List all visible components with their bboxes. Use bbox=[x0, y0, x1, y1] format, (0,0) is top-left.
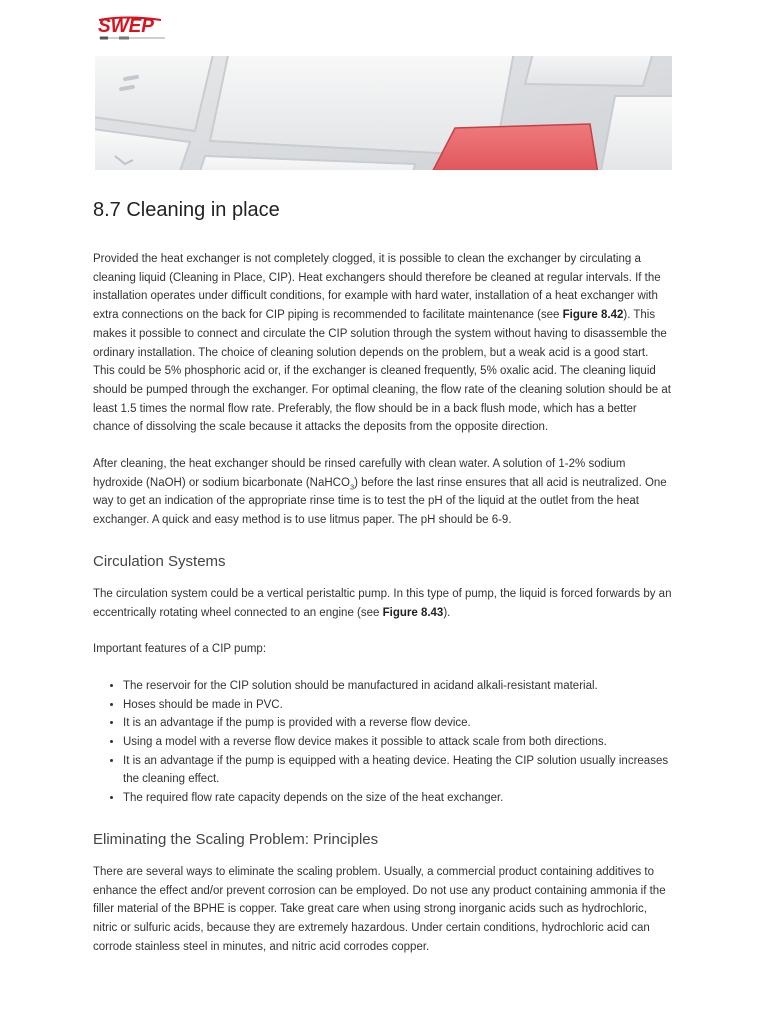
heading-eliminating-scaling: Eliminating the Scaling Problem: Principles bbox=[93, 830, 379, 848]
list-item: • The reservoir for the CIP solution should be manufactured in acidand alkali-resistant material. bbox=[123, 677, 673, 696]
features-intro: Important features of a CIP pump: bbox=[93, 643, 267, 656]
text-span: ). This makes it possible to connect and circulate the CIP solution through the system without having to disassemble the ordinary installation. The choice of cleaning solution depends on the problem, but a weak acid is a good start. This could be 5% phosphoric acid or, if the exchanger is cleaned frequently, 5% oxalic acid. The cleaning liquid should be pumped through the exchanger. For optimal cleaning, the flow rate of the cleaning solution should be at least 1.5 times the normal flow rate. Preferably, the flow should be in a back flush mode, which has a better chance of dissolving the scale because it attacks the deposits from the opposite direction. bbox=[93, 309, 671, 434]
text-span: ) before the last rinse ensures that all acid is neutralized. One way to get an indication of the appropriate rinse time is to test the pH of the liquid at the outlet from the heat exchanger. A quick and easy method is to use litmus paper. The pH should be 6-9. bbox=[93, 476, 667, 527]
paragraph-rinse bbox=[93, 455, 673, 530]
list-item: • Hoses should be made in PVC. bbox=[123, 696, 673, 715]
hero-image bbox=[95, 56, 672, 170]
logo-wordmark: SWEP bbox=[98, 16, 154, 37]
paragraph-cip-intro bbox=[93, 250, 673, 437]
figure-ref-8-43: Figure 8.43 bbox=[382, 606, 444, 619]
article-content bbox=[93, 196, 673, 974]
list-item: • It is an advantage if the pump is provided with a reverse flow device. bbox=[123, 714, 673, 733]
keyboard-illustration bbox=[95, 56, 672, 170]
text-span: The circulation system could be a vertical peristaltic pump. In this type of pump, the liquid is forced forwards by an eccentrically rotating wheel connected to an engine (see bbox=[93, 587, 672, 619]
text-span: ). bbox=[443, 606, 451, 619]
list-item: • The required flow rate capacity depends on the size of the heat exchanger. bbox=[123, 789, 673, 808]
swep-logo[interactable] bbox=[97, 16, 169, 42]
text-span: Provided the heat exchanger is not completely clogged, it is possible to clean the exchanger by circulating a cleaning liquid (Cleaning in Place, CIP). Heat exchangers should therefore be cleaned at regular intervals. If the installation operates under difficult conditions, for example with hard water, installation of a heat exchanger with extra connections on the back for CIP piping is recommended to facilitate maintenance (see bbox=[93, 253, 661, 322]
text-span: After cleaning, the heat exchanger should be rinsed carefully with clean water. A solution of 1-2% sodium hydroxide (NaOH) or sodium bicarbonate (NaHCO bbox=[93, 458, 626, 489]
cip-pump-features-list bbox=[93, 677, 673, 808]
list-item: • Using a model with a reverse flow device makes it possible to attack scale from both directions. bbox=[123, 733, 673, 752]
list-item: • It is an advantage if the pump is equipped with a heating device. Heating the CIP solution usually increases the cleaning effect. bbox=[123, 752, 673, 789]
page-title: 8.7 Cleaning in place bbox=[93, 199, 280, 221]
paragraph-circulation bbox=[93, 585, 673, 622]
swep-logo-mark bbox=[97, 16, 169, 42]
figure-ref-8-42: Figure 8.42 bbox=[562, 309, 624, 322]
heading-circulation-systems: Circulation Systems bbox=[93, 552, 226, 570]
subscript: 3 bbox=[349, 482, 355, 492]
paragraph-scaling: There are several ways to eliminate the scaling problem. Usually, a commercial product containing additives to enhance the effect and/or prevent corrosion can be employed. Do not use any product containing ammonia if the filler material of the BPHE is copper. Take great care when using strong inorganic acids such as hydrochloric, nitric or sulfuric acids, because they are extremely hazardous. Under certain conditions, hydrochloric acid can corrode stainless steel in minutes, and nitric acid corrodes copper. bbox=[93, 865, 666, 953]
